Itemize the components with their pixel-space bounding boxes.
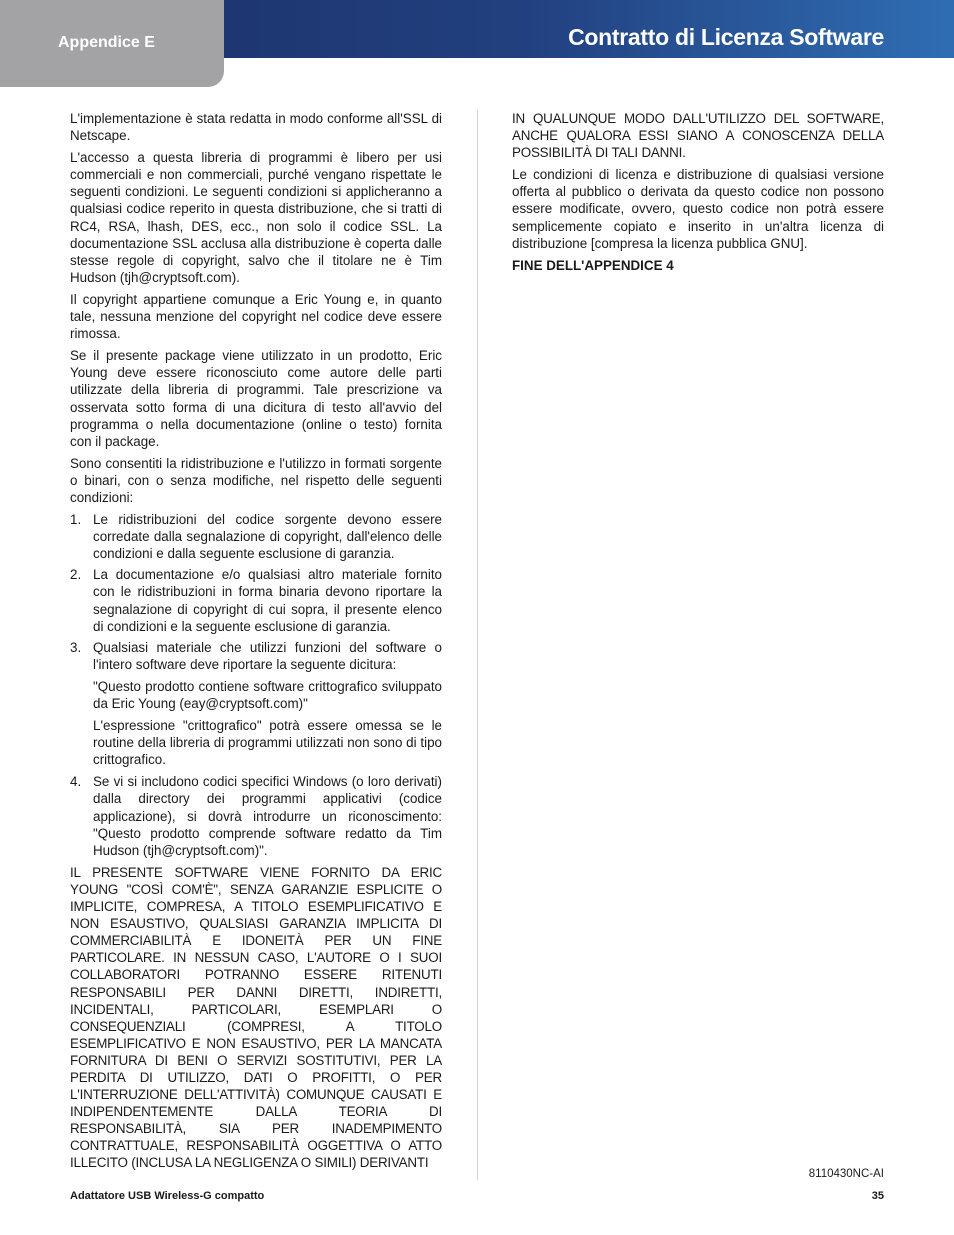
left-column [70,110,442,1177]
list-number: 1. [70,512,82,528]
list-item [70,566,442,634]
list-item-text: Le ridistribuzioni del codice sorgente devono essere corredate dalla segnalazione di copyright, dall'elenco delle condizioni e dalla seguente esclusione di garanzia. [93,512,442,562]
list-item-text: Qualsiasi materiale che utilizzi funzioni del software o l'intero software deve riportare la seguente dicitura: [93,639,442,672]
paragraph: Il copyright appartiene comunque a Eric Young e, in quanto tale, nessuna menzione del copyright nel codice deve essere rimossa. [70,291,442,342]
list-item [70,773,442,858]
paragraph: L'implementazione è stata redatta in modo conforme all'SSL di Netscape. [70,111,442,144]
disclaimer-continued: IN QUALUNQUE MODO DALL'UTILIZZO DEL SOFTWARE, ANCHE QUALORA ESSI SIANO A CONOSCENZA DELLA POSSIBILITÀ DI TALI DANNI. [512,111,884,161]
disclaimer-text: IL PRESENTE SOFTWARE VIENE FORNITO DA ERIC YOUNG "COSÌ COM'È", SENZA GARANZIE ESPLICITE O IMPLICITE, COMPRESA, A TITOLO ESEMPLIFICATIVO E NON ESAUSTIVO, QUALSIASI GARANZIA IMPLICITA DI COMMERCIABILITÀ E IDONEITÀ PER UN FINE PARTICOLARE. IN NESSUN CASO, L'AUTORE O I SUOI COLLABORATORI POTRANNO ESSERE RITENUTI RESPONSABILI PER DANNI DIRETTI, INDIRETTI, INCIDENTALI, PARTICOLARI, ESEMPLARI O CONSEQUENZIALI (COMPRESI, A TITOLO ESEMPLIFICATIVO E NON ESAUSTIVO, PER LA MANCATA FORNITURA DI BENI O SERVIZI SOSTITUTIVI, PER LA PERDITA DI UTILIZZO, DATI O PROFITTI, O PER L'INTERRUZIONE DELL'ATTIVITÀ) COMUNQUE CAUSATI E INDIPENDENTEMENTE DALLA TEORIA DI RESPONSABILITÀ, SIA PER INADEMPIMENTO CONTRATTUALE, RESPONSABILITÀ OGGETTIVA O ATTO ILLECITO (INCLUSA LA NEGLIGENZA O SIMILI) DERIVANTI [70,864,442,1171]
paragraph: Le condizioni di licenza e distribuzione di qualsiasi versione offerta al pubblico o derivata da questo codice non possono essere modificate, ovvero, questo codice non potrà essere semplicemente copiato e inserito in un'altra licenza di distribuzione [compresa la licenza pubblica GNU]. [512,167,884,251]
list-number: 2. [70,567,82,583]
list-number: 4. [70,774,82,790]
page-title: Contratto di Licenza Software [568,24,884,50]
section-tab [0,0,224,87]
document-code: 8110430NC-AI [808,1168,884,1180]
section-label: Appendice E [58,34,155,51]
column-divider [477,110,478,1180]
list-number: 3. [70,639,82,655]
page-number: 35 [871,1190,884,1202]
list-item [70,511,442,562]
list-item [70,639,442,769]
paragraph: Sono consentiti la ridistribuzione e l'utilizzo in formati sorgente o binari, con o senza modifiche, nel rispetto delle seguenti condizioni: [70,455,442,505]
list-item-text: La documentazione e/o qualsiasi altro materiale fornito con le ridistribuzioni in forma binaria devono riportare la segnalazione di copyright di cui sopra, il presente elenco di condizioni e la seguente esclusione di garanzia. [93,567,442,634]
conditions-list [70,511,442,859]
list-item-text: Se vi si includono codici specifici Windows (o loro derivati) dalla directory dei programmi applicativi (codice applicazione), si dovrà introdurre un riconoscimento: "Questo prodotto comprende software redatto da Tim Hudson (tjh@cryptsoft.com)". [93,774,442,858]
appendix-end-title: FINE DELL'APPENDICE 4 [512,257,674,273]
paragraph: L'accesso a questa libreria di programmi è libero per usi commerciali e non commerciali, purché vengano rispettate le seguenti condizioni. Le seguenti condizioni si applicheranno a qualsiasi codice reperito in questa distribuzione, che si tratti di RC4, RSA, lhash, DES, ecc., non solo il codice SSL. La documentazione SSL acclusa alla distribuzione è coperta dalle stesse regole di copyright, salvo che il titolare ne è Tim Hudson (tjh@cryptsoft.com). [70,150,442,285]
right-column [512,110,884,279]
footer-product-name: Adattatore USB Wireless-G compatto [70,1190,265,1202]
quoted-notice: "Questo prodotto contiene software crittografico sviluppato da Eric Young (eay@cryptsoft.com)" [93,678,442,711]
list-item-note: L'espressione "crittografico" potrà essere omessa se le routine della libreria di programmi utilizzati non sono di tipo crittografico. [93,718,442,768]
paragraph: Se il presente package viene utilizzato in un prodotto, Eric Young deve essere riconosciuto come autore delle parti utilizzate della libreria di programmi. Tale prescrizione va osservata sotto forma di una dicitura di testo all'avvio del programma o nella documentazione (online o testo) fornita con il package. [70,348,442,449]
